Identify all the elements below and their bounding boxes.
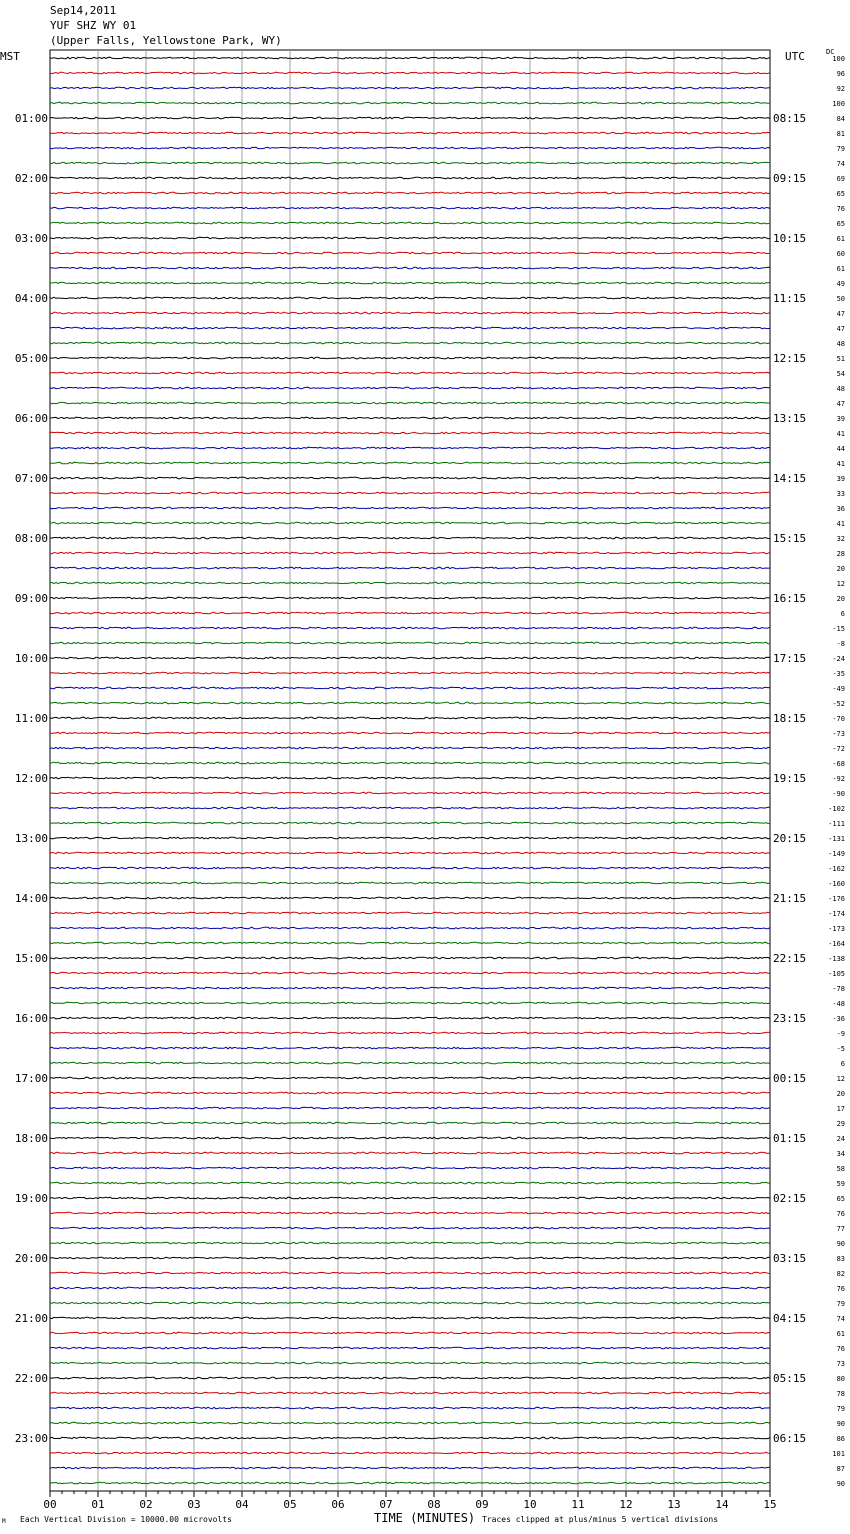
utc-hour-label: 05:15 <box>773 1372 807 1385</box>
dc-offset-label: 51 <box>836 355 845 363</box>
utc-hour-label: 08:15 <box>773 112 807 125</box>
trace-row <box>50 1092 770 1094</box>
trace-row <box>50 807 770 809</box>
mst-hour-label: 03:00 <box>14 232 48 245</box>
utc-hour-label: 02:15 <box>773 1192 807 1205</box>
dc-offset-label: 65 <box>836 190 845 198</box>
trace-row <box>50 777 770 779</box>
trace-row <box>50 1272 770 1274</box>
dc-offset-label: -90 <box>832 790 845 798</box>
trace-row <box>50 342 770 344</box>
dc-offset-label: 73 <box>836 1360 845 1368</box>
trace-row <box>50 627 770 629</box>
trace-row <box>50 1137 770 1139</box>
trace-row <box>50 237 770 239</box>
trace-row <box>50 102 770 104</box>
trace-row <box>50 702 770 704</box>
dc-offset-label: 61 <box>836 1330 845 1338</box>
dc-offset-label: -138 <box>828 955 845 963</box>
trace-row <box>50 552 770 554</box>
mst-hour-label: 11:00 <box>14 712 48 725</box>
mst-hour-label: 23:00 <box>14 1432 48 1445</box>
dc-offset-label: -15 <box>832 625 845 633</box>
dc-offset-label: -173 <box>828 925 845 933</box>
x-tick-label: 04 <box>235 1498 249 1511</box>
utc-hour-label: 01:15 <box>773 1132 807 1145</box>
trace-row <box>50 942 770 944</box>
dc-offset-label: -105 <box>828 970 845 978</box>
trace-row <box>50 612 770 614</box>
trace-row <box>50 417 770 419</box>
trace-row <box>50 1377 770 1379</box>
trace-row <box>50 1032 770 1034</box>
dc-offset-label: -131 <box>828 835 845 843</box>
dc-offset-label: -49 <box>832 685 845 693</box>
utc-hour-label: 04:15 <box>773 1312 807 1325</box>
trace-row <box>50 792 770 794</box>
trace-row <box>50 852 770 854</box>
trace-row <box>50 762 770 764</box>
dc-offset-label: 86 <box>836 1435 845 1443</box>
trace-row <box>50 897 770 899</box>
dc-offset-label: 47 <box>836 310 845 318</box>
trace-row <box>50 207 770 209</box>
x-tick-label: 03 <box>187 1498 201 1511</box>
record-date: Sep14,2011 <box>50 4 117 17</box>
clip-note: Traces clipped at plus/minus 5 vertical divisions <box>482 1515 719 1524</box>
trace-row <box>50 1062 770 1064</box>
dc-offset-label: 47 <box>836 400 845 408</box>
trace-row <box>50 1002 770 1004</box>
trace-row <box>50 357 770 359</box>
dc-offset-label: 33 <box>836 490 845 498</box>
dc-offset-label: 80 <box>836 1375 845 1383</box>
mst-axis-title: MST <box>0 50 20 63</box>
dc-offset-label: 79 <box>836 1300 845 1308</box>
trace-row <box>50 162 770 164</box>
station-code: YUF SHZ WY 01 <box>50 19 137 32</box>
trace-row <box>50 822 770 824</box>
trace-row <box>50 537 770 539</box>
dc-offset-label: -78 <box>832 985 845 993</box>
utc-hour-label: 20:15 <box>773 832 807 845</box>
dc-offset-label: 29 <box>836 1120 845 1128</box>
dc-offset-label: -68 <box>832 760 845 768</box>
dc-offset-label: -70 <box>832 715 845 723</box>
trace-row <box>50 1242 770 1244</box>
dc-offset-label: 87 <box>836 1465 845 1473</box>
utc-hour-label: 21:15 <box>773 892 807 905</box>
trace-row <box>50 267 770 269</box>
mst-hour-label: 22:00 <box>14 1372 48 1385</box>
trace-row <box>50 912 770 914</box>
x-tick-label: 07 <box>379 1498 393 1511</box>
trace-row <box>50 312 770 314</box>
trace-row <box>50 222 770 224</box>
trace-row <box>50 1212 770 1214</box>
trace-row <box>50 1122 770 1124</box>
dc-offset-label: -160 <box>828 880 845 888</box>
trace-row <box>50 447 770 449</box>
dc-offset-label: 32 <box>836 535 845 543</box>
dc-offset-label: 6 <box>840 1060 845 1068</box>
trace-row <box>50 987 770 989</box>
x-tick-label: 10 <box>523 1498 537 1511</box>
utc-hour-label: 00:15 <box>773 1072 807 1085</box>
dc-offset-label: 100 <box>832 55 845 63</box>
dc-offset-label: 48 <box>836 385 845 393</box>
dc-offset-label: 74 <box>836 1315 845 1323</box>
dc-offset-label: -52 <box>832 700 845 708</box>
dc-offset-label: 79 <box>836 1405 845 1413</box>
mst-hour-label: 20:00 <box>14 1252 48 1265</box>
dc-offset-label: 6 <box>840 610 845 618</box>
trace-row <box>50 1257 770 1259</box>
station-location: (Upper Falls, Yellowstone Park, WY) <box>50 34 282 47</box>
trace-row <box>50 252 770 254</box>
dc-offset-label: 90 <box>836 1480 845 1488</box>
dc-offset-label: 65 <box>836 220 845 228</box>
dc-offset-label: 20 <box>836 595 845 603</box>
trace-row <box>50 132 770 134</box>
trace-row <box>50 1407 770 1409</box>
dc-offset-label: 36 <box>836 505 845 513</box>
dc-offset-label: 74 <box>836 160 845 168</box>
dc-offset-label: -176 <box>828 895 845 903</box>
dc-offset-label: 96 <box>836 70 845 78</box>
utc-hour-label: 06:15 <box>773 1432 807 1445</box>
trace-row <box>50 1482 770 1484</box>
dc-offset-label: 58 <box>836 1165 845 1173</box>
trace-row <box>50 927 770 929</box>
dc-offset-label: 34 <box>836 1150 845 1158</box>
trace-row <box>50 327 770 329</box>
dc-offset-label: 100 <box>832 100 845 108</box>
trace-row <box>50 567 770 569</box>
dc-offset-label: 12 <box>836 580 845 588</box>
dc-offset-label: -162 <box>828 865 845 873</box>
trace-row <box>50 282 770 284</box>
trace-row <box>50 147 770 149</box>
dc-offset-label: 79 <box>836 145 845 153</box>
mst-hour-label: 21:00 <box>14 1312 48 1325</box>
trace-row <box>50 1437 770 1439</box>
mst-hour-label: 09:00 <box>14 592 48 605</box>
mst-hour-label: 17:00 <box>14 1072 48 1085</box>
dc-offset-label: 69 <box>836 175 845 183</box>
dc-offset-label: 20 <box>836 1090 845 1098</box>
dc-offset-label: 61 <box>836 265 845 273</box>
trace-row <box>50 672 770 674</box>
mst-hour-label: 08:00 <box>14 532 48 545</box>
mst-hour-label: 02:00 <box>14 172 48 185</box>
trace-row <box>50 597 770 599</box>
dc-offset-label: 78 <box>836 1390 845 1398</box>
dc-offset-label: 50 <box>836 295 845 303</box>
trace-row <box>50 1422 770 1424</box>
x-tick-label: 12 <box>619 1498 633 1511</box>
dc-offset-label: -8 <box>836 640 845 648</box>
trace-row <box>50 1182 770 1184</box>
dc-offset-label: -111 <box>828 820 845 828</box>
trace-row <box>50 1077 770 1079</box>
trace-row <box>50 1107 770 1109</box>
utc-hour-label: 03:15 <box>773 1252 807 1265</box>
dc-offset-label: 17 <box>836 1105 845 1113</box>
trace-row <box>50 117 770 119</box>
dc-offset-label: 41 <box>836 430 845 438</box>
trace-row <box>50 747 770 749</box>
mst-hour-label: 04:00 <box>14 292 48 305</box>
x-tick-label: 08 <box>427 1498 441 1511</box>
dc-axis-title: DC <box>826 48 835 56</box>
dc-offset-label: 76 <box>836 205 845 213</box>
dc-offset-label: 20 <box>836 565 845 573</box>
mst-hour-label: 01:00 <box>14 112 48 125</box>
utc-hour-label: 10:15 <box>773 232 807 245</box>
utc-hour-label: 18:15 <box>773 712 807 725</box>
dc-offset-label: -92 <box>832 775 845 783</box>
mst-hour-label: 07:00 <box>14 472 48 485</box>
dc-offset-label: 92 <box>836 85 845 93</box>
scale-note: Each Vertical Division = 10000.00 microvolts <box>20 1515 232 1524</box>
dc-offset-label: -102 <box>828 805 845 813</box>
x-tick-label: 00 <box>43 1498 57 1511</box>
dc-offset-label: 76 <box>836 1285 845 1293</box>
dc-offset-label: 101 <box>832 1450 845 1458</box>
utc-axis-title: UTC <box>785 50 805 63</box>
dc-offset-label: -5 <box>836 1045 845 1053</box>
trace-row <box>50 1017 770 1019</box>
trace-row <box>50 87 770 89</box>
dc-offset-label: 49 <box>836 280 845 288</box>
trace-row <box>50 372 770 374</box>
x-tick-label: 09 <box>475 1498 489 1511</box>
trace-row <box>50 1227 770 1229</box>
trace-row <box>50 492 770 494</box>
trace-row <box>50 57 770 59</box>
trace-row <box>50 1287 770 1289</box>
mst-hour-label: 18:00 <box>14 1132 48 1145</box>
trace-row <box>50 1452 770 1454</box>
trace-row <box>50 837 770 839</box>
trace-row <box>50 1167 770 1169</box>
x-tick-label: 11 <box>571 1498 585 1511</box>
trace-row <box>50 717 770 719</box>
mst-hour-label: 10:00 <box>14 652 48 665</box>
trace-row <box>50 432 770 434</box>
dc-offset-label: 84 <box>836 115 845 123</box>
x-tick-label: 05 <box>283 1498 297 1511</box>
x-tick-label: 01 <box>91 1498 105 1511</box>
utc-hour-label: 23:15 <box>773 1012 807 1025</box>
mst-hour-label: 12:00 <box>14 772 48 785</box>
trace-row <box>50 882 770 884</box>
trace-row <box>50 732 770 734</box>
dc-offset-label: -35 <box>832 670 845 678</box>
mst-hour-label: 05:00 <box>14 352 48 365</box>
dc-offset-label: 60 <box>836 250 845 258</box>
trace-row <box>50 402 770 404</box>
trace-row <box>50 387 770 389</box>
dc-offset-label: -24 <box>832 655 845 663</box>
utc-hour-label: 15:15 <box>773 532 807 545</box>
x-tick-label: 02 <box>139 1498 153 1511</box>
trace-row <box>50 192 770 194</box>
trace-row <box>50 657 770 659</box>
utc-hour-label: 13:15 <box>773 412 807 425</box>
plot-frame <box>50 50 770 1491</box>
dc-offset-label: 65 <box>836 1195 845 1203</box>
trace-row <box>50 582 770 584</box>
dc-offset-label: 76 <box>836 1345 845 1353</box>
trace-row <box>50 507 770 509</box>
dc-offset-label: -164 <box>828 940 845 948</box>
utc-hour-label: 11:15 <box>773 292 807 305</box>
dc-offset-label: 77 <box>836 1225 845 1233</box>
dc-offset-label: 41 <box>836 460 845 468</box>
x-tick-label: 13 <box>667 1498 681 1511</box>
trace-row <box>50 462 770 464</box>
utc-hour-label: 22:15 <box>773 952 807 965</box>
trace-row <box>50 642 770 644</box>
dc-offset-label: 83 <box>836 1255 845 1263</box>
trace-row <box>50 972 770 974</box>
dc-offset-label: 47 <box>836 325 845 333</box>
dc-offset-label: -73 <box>832 730 845 738</box>
dc-offset-label: 76 <box>836 1210 845 1218</box>
dc-offset-label: 90 <box>836 1420 845 1428</box>
trace-row <box>50 477 770 479</box>
dc-offset-label: -72 <box>832 745 845 753</box>
trace-row <box>50 72 770 74</box>
dc-offset-label: 82 <box>836 1270 845 1278</box>
trace-row <box>50 1317 770 1319</box>
dc-offset-label: -174 <box>828 910 845 918</box>
dc-offset-label: 61 <box>836 235 845 243</box>
trace-row <box>50 522 770 524</box>
dc-offset-label: 24 <box>836 1135 845 1143</box>
trace-row <box>50 1302 770 1304</box>
utc-hour-label: 17:15 <box>773 652 807 665</box>
trace-row <box>50 1347 770 1349</box>
mst-hour-label: 13:00 <box>14 832 48 845</box>
trace-row <box>50 687 770 689</box>
dc-offset-label: 90 <box>836 1240 845 1248</box>
utc-hour-label: 12:15 <box>773 352 807 365</box>
dc-offset-label: 54 <box>836 370 845 378</box>
trace-row <box>50 1152 770 1154</box>
dc-offset-label: 48 <box>836 340 845 348</box>
dc-offset-label: -48 <box>832 1000 845 1008</box>
trace-row <box>50 1332 770 1334</box>
utc-hour-label: 09:15 <box>773 172 807 185</box>
trace-row <box>50 1047 770 1049</box>
trace-row <box>50 177 770 179</box>
utc-hour-label: 19:15 <box>773 772 807 785</box>
dc-offset-label: -149 <box>828 850 845 858</box>
trace-row <box>50 957 770 959</box>
trace-row <box>50 867 770 869</box>
x-tick-label: 14 <box>715 1498 729 1511</box>
utc-hour-label: 14:15 <box>773 472 807 485</box>
dc-offset-label: 12 <box>836 1075 845 1083</box>
trace-row <box>50 1362 770 1364</box>
dc-offset-label: 59 <box>836 1180 845 1188</box>
utc-hour-label: 16:15 <box>773 592 807 605</box>
dc-offset-label: 44 <box>836 445 845 453</box>
dc-offset-label: 28 <box>836 550 845 558</box>
x-tick-label: 06 <box>331 1498 345 1511</box>
dc-offset-label: 39 <box>836 415 845 423</box>
dc-offset-label: -9 <box>836 1030 845 1038</box>
trace-row <box>50 1197 770 1199</box>
mst-hour-label: 14:00 <box>14 892 48 905</box>
mst-hour-label: 06:00 <box>14 412 48 425</box>
mst-hour-label: 19:00 <box>14 1192 48 1205</box>
dc-offset-label: 41 <box>836 520 845 528</box>
dc-offset-label: 81 <box>836 130 845 138</box>
x-axis-title: TIME (MINUTES) <box>374 1511 476 1525</box>
dc-offset-label: 39 <box>836 475 845 483</box>
mst-hour-label: 16:00 <box>14 1012 48 1025</box>
trace-row <box>50 1392 770 1394</box>
dc-offset-label: -36 <box>832 1015 845 1023</box>
trace-row <box>50 297 770 299</box>
x-tick-label: 15 <box>763 1498 777 1511</box>
corner-mark: M <box>2 1518 6 1525</box>
trace-row <box>50 1467 770 1469</box>
mst-hour-label: 15:00 <box>14 952 48 965</box>
